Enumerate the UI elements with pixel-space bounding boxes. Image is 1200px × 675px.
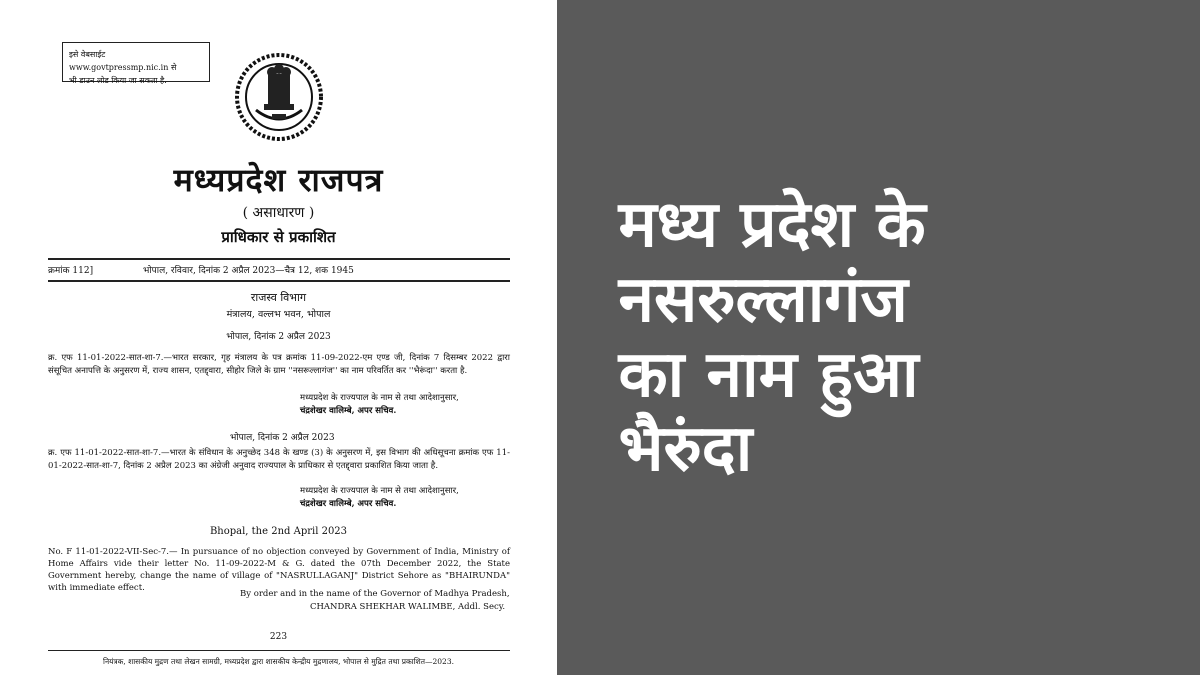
notification-date-english: Bhopal, the 2nd April 2023 <box>209 526 348 537</box>
signature-block-2 <box>300 485 520 511</box>
notification-paragraph-1: क्र. एफ 11-01-2022-सात-शा-7.—भारत सरकार, गृह मंत्रालय के पत्र क्रमांक 11-09-2022-एम एण्ड जी, दिनांक 7 दिसम्बर 2022 द्वारा संसूचित अनापत्ति के अनुसरण में, राज्य शासन, एतद्द्वारा, सीहोर जिले के ग्राम ''नसरूल्लागंज'' का नाम परिवर्तित कर ''भैरूंदा'' करता है. <box>48 353 510 376</box>
notification-paragraph-2: क्र. एफ 11-01-2022-सात-शा-7.—भारत के संविधान के अनुच्छेद 348 के खण्ड (3) के अनुसरण में, इस विभाग की अधिसूचना क्रमांक एफ 11-01-2022-सात-शा-7, दिनांक 2 अप्रैल 2023 का अंग्रेजी अनुवाद राज्यपाल के प्राधिकार से एतद्द्वारा प्रकाशित किया जाता है. <box>48 448 510 471</box>
signature-block-english <box>240 588 520 614</box>
notification-date-1: भोपाल, दिनांक 2 अप्रैल 2023 <box>226 332 331 342</box>
footer-rule <box>48 650 510 651</box>
header-rule-bottom <box>48 280 510 282</box>
notification-date-2: भोपाल, दिनांक 2 अप्रैल 2023 <box>230 433 335 443</box>
notice-line-2: भी डाउन लोड किया जा सकता है. <box>69 76 167 85</box>
gazette-document <box>0 0 557 675</box>
gazette-footer: नियंत्रक, शासकीय मुद्रण तथा लेखन सामग्री, मध्यप्रदेश द्वारा शासकीय केन्द्रीय मुद्रणालय, भोपाल से मुद्रित तथा प्रकाशित—2023. <box>103 657 454 666</box>
ministry-address: मंत्रालय, वल्लभ भवन, भोपाल <box>226 309 331 320</box>
signature-1-line-2: चंद्रशेखर वालिम्बे, अपर सचिव. <box>300 406 397 416</box>
signature-english-line-2: CHANDRA SHEKHAR WALIMBE, Addl. Secy. <box>310 602 506 612</box>
headline <box>619 188 1139 488</box>
department-name: राजस्व विभाग <box>250 291 307 304</box>
signature-1-line-1: मध्यप्रदेश के राज्यपाल के नाम से तथा आदेशानुसार, <box>300 393 459 403</box>
issue-number: क्रमांक 112] <box>48 266 94 276</box>
notification-paragraph-english: No. F 11-01-2022-VII-Sec-7.— In pursuance of no objection conveyed by Government of India, Ministry of Home Affairs vide their letter No. 11-09-2022-M & G. dated the 07th December 2022, the State Government hereby, change the name of village of "NASRULLAGANJ" District Sehore as "BHAIRUNDA" with immediate effect. <box>48 547 510 593</box>
signature-english-line-1: By order and in the name of the Governor of Madhya Pradesh, <box>240 589 510 599</box>
issue-date: भोपाल, रविवार, दिनांक 2 अप्रैल 2023—चैत्र 12, शक 1945 <box>143 266 354 276</box>
headline-panel <box>557 0 1200 675</box>
state-emblem-icon <box>232 52 326 142</box>
headline-line-4: भैरुंदा <box>618 412 753 487</box>
headline-line-1: मध्य प्रदेश के <box>618 187 926 262</box>
signature-block-1 <box>300 392 520 418</box>
gazette-authority: प्राधिकार से प्रकाशित <box>221 228 336 246</box>
notice-line-1: इसे वेबसाईट www.govtpressmp.nic.in से <box>69 50 177 72</box>
gazette-title: मध्यप्रदेश राजपत्र <box>173 161 384 199</box>
signature-2-line-1: मध्यप्रदेश के राज्यपाल के नाम से तथा आदेशानुसार, <box>300 486 459 496</box>
headline-line-3: का नाम हुआ <box>618 337 919 412</box>
headline-line-2: नसरुल्लागंज <box>618 262 908 337</box>
signature-2-line-2: चंद्रशेखर वालिम्बे, अपर सचिव. <box>300 499 397 509</box>
gazette-subtitle: ( असाधारण ) <box>242 205 315 221</box>
website-notice-box <box>62 42 210 85</box>
page-number: 223 <box>269 632 288 642</box>
header-rule-top <box>48 258 510 260</box>
